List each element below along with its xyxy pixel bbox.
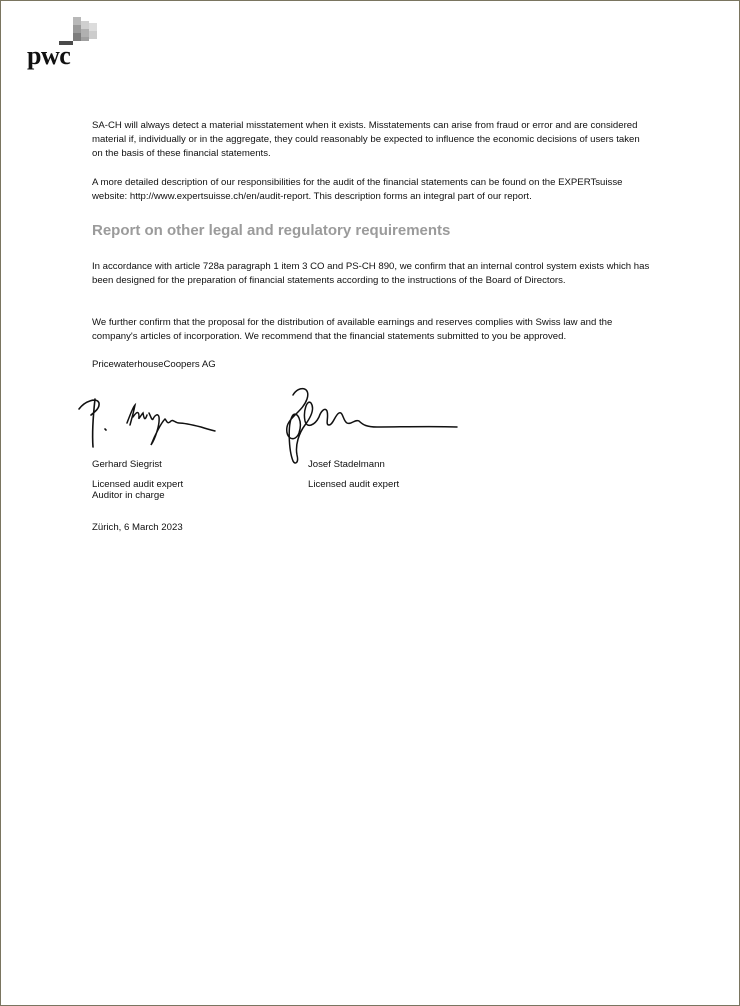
signatory-1-role: Licensed audit expert xyxy=(92,479,184,490)
signature-2 xyxy=(281,381,461,467)
signatory-2-role: Licensed audit expert xyxy=(308,479,400,490)
firm-name: PricewaterhouseCoopers AG xyxy=(92,359,216,370)
paragraph-4: We further confirm that the proposal for the distribution of available earnings and reserves complies with Swiss law and the company's articles of incorporation. We recommend that the financial statements submitted to you be approved. xyxy=(92,317,613,342)
signatory-2-name: Josef Stadelmann xyxy=(308,459,385,470)
paragraph-2: A more detailed description of our responsibilities for the audit of the financial statements can be found on the EXPERTsuisse website: http://www.expertsuisse.ch/en/audit-report. This description forms an integral part of our report. xyxy=(92,177,623,202)
signatory-1-name: Gerhard Siegrist xyxy=(92,459,162,470)
pwc-wordmark: pwc xyxy=(27,41,71,70)
paragraph-1: SA-CH will always detect a material misstatement when it exists. Misstatements can arise from fraud or error and are considered material if, individually or in the aggregate, they could reasonably be expected to influence the economic decisions of users taken on the basis of these financial statements. xyxy=(92,120,640,159)
signature-1 xyxy=(75,393,219,451)
place-date: Zürich, 6 March 2023 xyxy=(92,522,183,533)
pwc-logo xyxy=(27,17,107,73)
signatory-1-extra: Auditor in charge xyxy=(92,490,165,501)
paragraph-3: In accordance with article 728a paragraph 1 item 3 CO and PS-CH 890, we confirm that an internal control system exists which has been designed for the preparation of financial statements according to the instructions of the Board of Directors. xyxy=(92,261,650,286)
section-heading: Report on other legal and regulatory requirements xyxy=(92,222,451,239)
